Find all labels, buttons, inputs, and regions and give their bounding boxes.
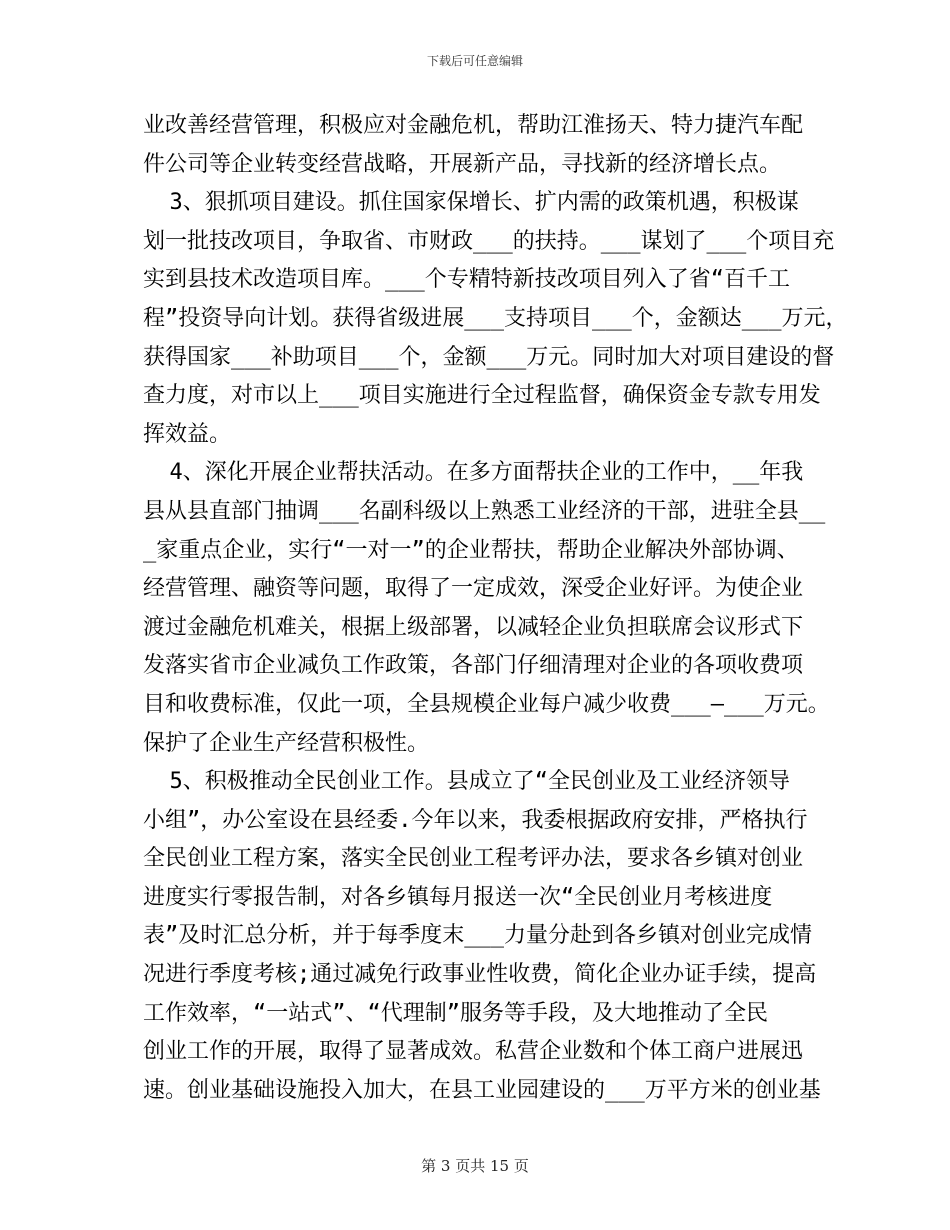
text-line: _家重点企业，实行“一对一”的企业帮扶，帮助企业解决外部协调、 xyxy=(143,537,799,563)
text-line: 发落实省市企业减负工作政策，各部门仔细清理对企业的各项收费项 xyxy=(143,653,804,679)
text-line: 保护了企业生产经营积极性。 xyxy=(143,730,430,756)
text-line: 况进行季度考核;通过减免行政事业性收费，简化企业办证手续，提高 xyxy=(143,962,817,988)
text-line: 经营管理、融资等问题，取得了一定成效，深受企业好评。为使企业 xyxy=(143,576,804,602)
text-line: 划一批技改项目，争取省、市财政___的扶持。___谋划了___个项目充 xyxy=(143,228,835,254)
text-line: 创业工作的开展，取得了显著成效。私营企业数和个体工商户进展迅 xyxy=(143,1039,804,1065)
text-line: 工作效率，“一站式”、“代理制”服务等手段，及大地推动了全民 xyxy=(143,1000,768,1026)
text-line: 小组”，办公室设在县经委.今年以来，我委根据政府安排，严格执行 xyxy=(143,807,808,833)
text-line: 件公司等企业转变经营战略，开展新产品，寻找新的经济增长点。 xyxy=(143,151,782,177)
page-footer: 第 3 页共 15 页 xyxy=(421,1157,529,1175)
text-line: 速。创业基础设施投入加大，在县工业园建设的___万平方米的创业基 xyxy=(143,1077,821,1103)
page-header: 下载后可任意编辑 xyxy=(426,54,523,68)
text-line: 4、深化开展企业帮扶活动。在多方面帮扶企业的工作中，__年我 xyxy=(143,460,804,486)
text-line: 表”及时汇总分析，并于每季度末___力量分赴到各乡镇对创业完成情 xyxy=(143,923,812,949)
text-line: 进度实行零报告制，对各乡镇每月报送一次“全民创业月考核进度 xyxy=(143,884,773,910)
document-body xyxy=(143,107,848,1110)
text-line: 渡过金融危机难关，根据上级部署，以减轻企业负担联席会议形式下 xyxy=(143,614,804,640)
text-line: 查力度，对市以上___项目实施进行全过程监督，确保资金专款专用发 xyxy=(143,383,821,409)
text-line: 全民创业工程方案，落实全民创业工程考评办法，要求各乡镇对创业 xyxy=(143,846,804,872)
text-line: 3、狠抓项目建设。抓住国家保增长、扩内需的政策机遇，积极谋 xyxy=(143,190,799,216)
text-line: 目和收费标准，仅此一项，全县规模企业每户减少收费___—___万元。 xyxy=(143,691,830,717)
text-line: 实到县技术改造项目库。___个专精特新技改项目列入了省“百千工 xyxy=(143,267,790,293)
text-line: 挥效益。 xyxy=(143,421,232,447)
text-line: 5、积极推动全民创业工作。县成立了“全民创业及工业经济领导 xyxy=(143,769,790,795)
text-line: 获得国家___补助项目___个，金额___万元。同时加大对项目建设的督 xyxy=(143,344,835,370)
text-line: 县从县直部门抽调___名副科级以上熟悉工业经济的干部，进驻全县__ xyxy=(143,498,826,524)
text-line: 业改善经营管理，积极应对金融危机，帮助江淮扬天、特力捷汽车配 xyxy=(143,113,804,138)
text-line: 程”投资导向计划。获得省级进展___支持项目___个，金额达___万元， xyxy=(143,305,848,331)
